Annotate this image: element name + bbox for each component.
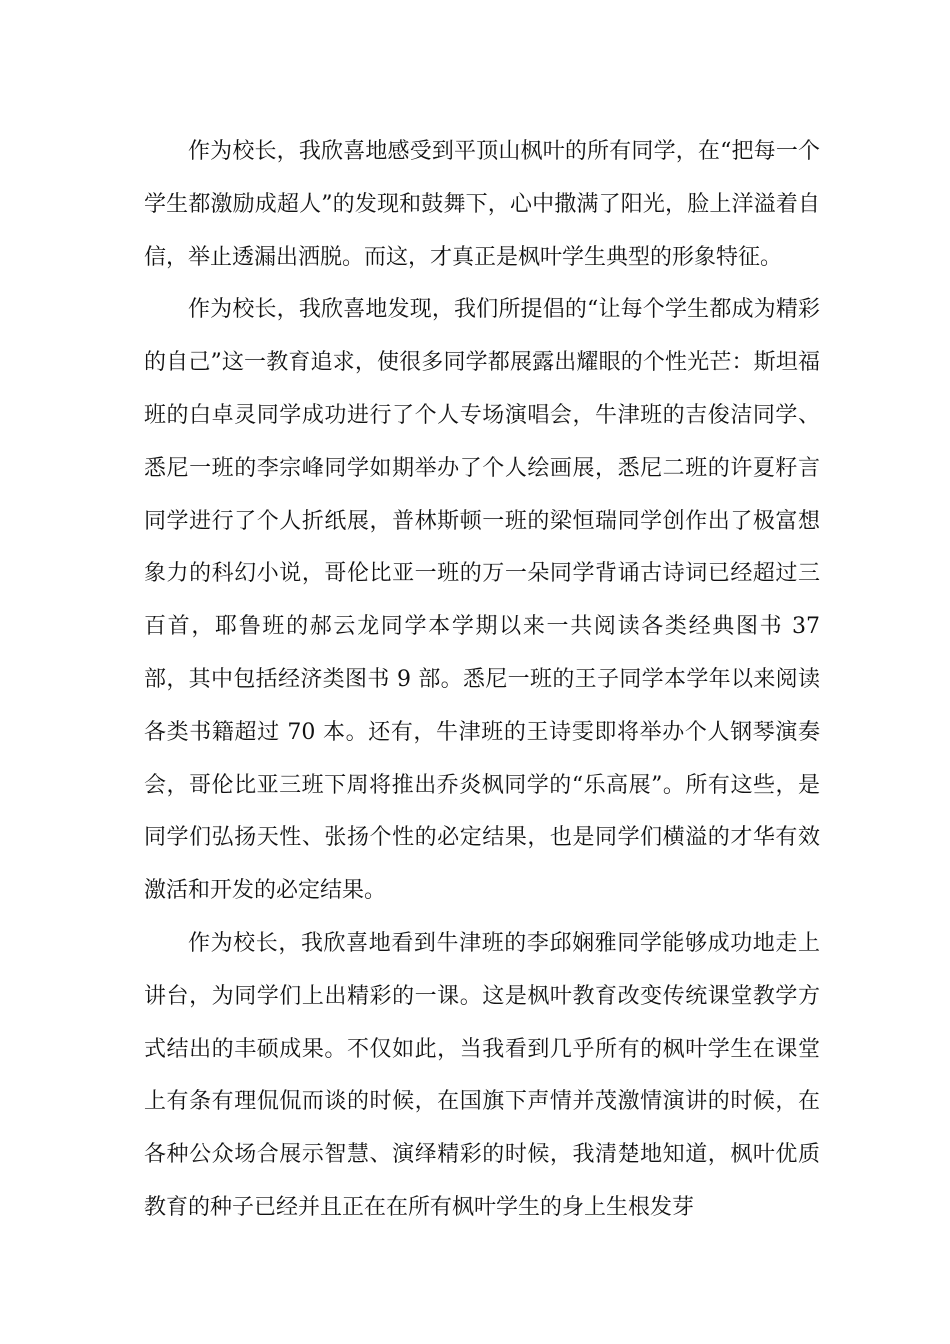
paragraph-1: 作为校长，我欣喜地感受到平顶山枫叶的所有同学，在“把每一个学生都激励成超人”的发现和鼓舞下，心中撒满了阳光，脸上洋溢着自信，举止透漏出洒脱。而这，才真正是枫叶学生典型的形象特征。 xyxy=(144,139,820,270)
paragraph-2: 作为校长，我欣喜地发现，我们所提倡的“让每个学生都成为精彩的自己”这一教育追求，使很多同学都展露出耀眼的个性光芒：斯坦福班的白卓灵同学成功进行了个人专场演唱会，牛津班的吉俊洁同学、悉尼一班的李宗峰同学如期举办了个人绘画展，悉尼二班的许夏籽言同学进行了个人折纸展，普林斯顿一班的梁恒瑞同学创作出了极富想象力的科幻小说，哥伦比亚一班的万一朵同学背诵古诗词已经超过三百首，耶鲁班的郝云龙同学本学期以来一共阅读各类经典图书 37 部，其中包括经济类图书 9 部。悉尼一班的王子同学本学年以来阅读各类书籍超过 70 本。还有，牛津班的王诗雯即将举办个人钢琴演奏会，哥伦比亚三班下周将推出乔炎枫同学的“乐高展”。所有这些，是同学们弘扬天性、张扬个性的必定结果，也是同学们横溢的才华有效激活和开发的必定结果。 xyxy=(144,297,820,904)
document-body xyxy=(144,126,820,1235)
paragraph-3: 作为校长，我欣喜地看到牛津班的李邱娴雅同学能够成功地走上讲台，为同学们上出精彩的一课。这是枫叶教育改变传统课堂教学方式结出的丰硕成果。不仅如此，当我看到几乎所有的枫叶学生在课堂上有条有理侃侃而谈的时候，在国旗下声情并茂激情演讲的时候，在各种公众场合展示智慧、演绎精彩的时候，我清楚地知道，枫叶优质教育的种子已经并且正在在所有枫叶学生的身上生根发芽 xyxy=(144,930,820,1220)
